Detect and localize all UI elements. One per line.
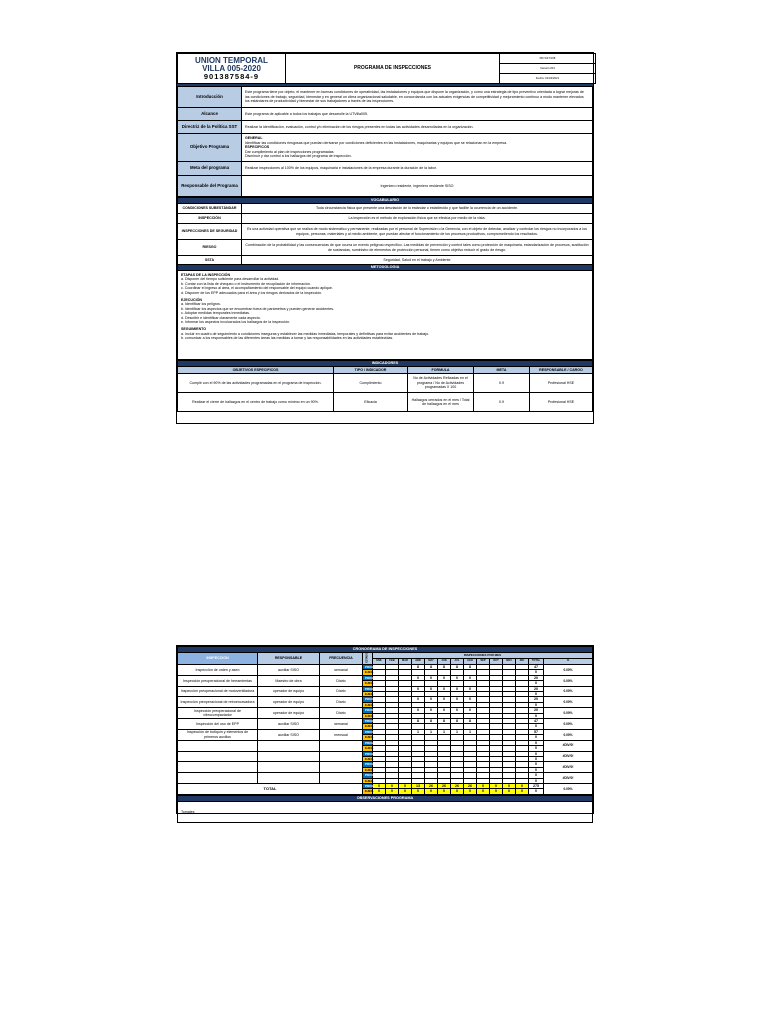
month-prog-cell: 0 — [412, 708, 425, 713]
header-table — [177, 53, 596, 84]
ind-header: OBJETIVOS ESPECIFICOS — [178, 367, 334, 374]
total-ejec: 0 — [529, 746, 544, 751]
ind-header: META — [474, 367, 530, 374]
label-directriz: Directriz de la Política SST — [178, 121, 242, 134]
status-prog: PROG. — [363, 729, 373, 734]
month-prog-cell: 8 — [412, 665, 425, 670]
col-inspeccion: INSPECCION — [178, 653, 258, 665]
month-prog-cell: 0 — [425, 697, 438, 702]
ind-responsable: Profesional HSE — [530, 374, 593, 393]
ind-objetivo: Realizar el cierre de hallazgos en el centro de trabajo como mínimo en un 90%. — [178, 393, 334, 412]
text-responsable: Ingeniero residente, ingeniero residente SISO — [242, 176, 593, 197]
status-prog: PROG. — [363, 708, 373, 713]
grand-total-prog: 275 — [529, 783, 544, 788]
cronograma-body — [178, 665, 593, 795]
percent-cell: #DIV/0! — [544, 762, 593, 773]
label-introduccion: Introducción — [178, 87, 242, 108]
col-responsable: RESPONSABLE — [258, 653, 320, 665]
total-month-ejec: 0 — [386, 789, 399, 794]
status-ejec: EJEC. — [363, 735, 373, 740]
month-header: JUL — [451, 659, 464, 665]
month-header: ABR — [412, 659, 425, 665]
inspection-frecuencia — [320, 751, 363, 762]
inspection-responsable — [258, 773, 320, 784]
section-metodologia: METODOLOGIA — [178, 265, 593, 271]
status-ejec: EJEC. — [363, 713, 373, 718]
total-ejec: 0 — [529, 692, 544, 697]
inspection-responsable: auxiliar SISO — [258, 719, 320, 730]
ind-formula: Hallazgos cerrados en el mes / Total de hallazgos en el mes — [408, 393, 474, 412]
total-month-prog: 0 — [399, 783, 412, 788]
inspection-name — [178, 762, 258, 773]
month-prog-cell: 0 — [438, 708, 451, 713]
method-item: e. Informar los aspectos involucrados los hallazgos de la inspección. — [181, 320, 291, 325]
inspection-name: Inspección de botiquín y elementos de primeros auxilios — [178, 729, 258, 740]
percent-cell: 0.00% — [544, 708, 593, 719]
percent-cell: 0.00% — [544, 697, 593, 708]
percent-cell: 0.00% — [544, 729, 593, 740]
total-month-prog: 26 — [451, 783, 464, 788]
month-prog-cell: 0 — [464, 675, 477, 680]
total-ejec: 0 — [529, 756, 544, 761]
total-month-prog: 26 — [438, 783, 451, 788]
inspection-frecuencia: semanal — [320, 665, 363, 676]
month-prog-cell: 0 — [464, 708, 477, 713]
month-prog-cell: 1 — [438, 729, 451, 734]
total-prog: 57 — [529, 729, 544, 734]
total-prog: 20 — [529, 675, 544, 680]
month-prog-cell: 0 — [451, 675, 464, 680]
month-prog-cell: 8 — [464, 719, 477, 724]
total-prog: 0 — [529, 773, 544, 778]
inspection-responsable: Maestro de obra — [258, 675, 320, 686]
method-title: ETAPAS DE LA INSPECCIÓN — [181, 273, 231, 277]
col-estado — [363, 653, 373, 665]
inspection-frecuencia: Diario — [320, 708, 363, 719]
total-month-prog: 0 — [516, 783, 529, 788]
label-alcance: Alcance — [178, 108, 242, 121]
total-prog: 0 — [529, 751, 544, 756]
total-month-ejec: 0 — [477, 789, 490, 794]
total-month-prog: 26 — [425, 783, 438, 788]
total-month-ejec: 0 — [438, 789, 451, 794]
total-prog: 20 — [529, 708, 544, 713]
text-alcance: Este programa de aplicable a todos los trabajos que desarrolle la UTVilla005. — [242, 108, 593, 121]
status-ejec: EJEC. — [363, 778, 373, 783]
ind-header: FORMULA — [408, 367, 474, 374]
vocab-term: CONDICIONES SUBESTÁNDAR — [178, 204, 242, 214]
inspection-frecuencia: semanal — [320, 719, 363, 730]
ind-formula: No de Actividades Refizadas en el programa / No de Actividades programadas X 100 — [408, 374, 474, 393]
status-prog: PROG. — [363, 751, 373, 756]
inspection-name: Inspección preoperacional de herramientas — [178, 675, 258, 686]
total-ejec: 0 — [529, 681, 544, 686]
total-month-prog: 26 — [464, 783, 477, 788]
percent-cell: #DIV/0! — [544, 740, 593, 751]
objetivo-especifico: Dar cumplimiento al plan de inspecciones programadas — [245, 149, 334, 154]
status-ejec: EJEC. — [363, 681, 373, 686]
total-prog: 20 — [529, 697, 544, 702]
month-prog-cell: 8 — [451, 665, 464, 670]
section-vocabulario: VOCABULARIO — [178, 198, 593, 204]
inspection-name: Inspección del uso de EPP — [178, 719, 258, 730]
vocab-table — [177, 197, 593, 360]
total-month-ejec: 0 — [412, 789, 425, 794]
status-ejec: EJEC. — [363, 702, 373, 707]
month-prog-cell: 0 — [425, 675, 438, 680]
total-ejec: 0 — [529, 670, 544, 675]
month-prog-cell: 8 — [438, 665, 451, 670]
month-prog-cell: 8 — [425, 665, 438, 670]
total-month-prog: 0 — [373, 783, 386, 788]
status-prog: PROG. — [363, 719, 373, 724]
inspection-frecuencia: Diario — [320, 697, 363, 708]
ind-tipo: Eficacia — [334, 393, 408, 412]
status-ejec: EJEC. — [363, 692, 373, 697]
company-name: UNION TEMPORAL — [195, 55, 268, 65]
label-responsable: Responsable del Programa — [178, 176, 242, 197]
vocab-def: Es una actividad operativa que se realiza de modo sistemático y permanente, realizadas por el personal de Supervisión o la Gerencia, con el objeto de detectar, analizar y controlar los riesgos no incorporados a los equipos, personas, materiales y al medio ambiente, que puedan afectar el funcionamiento de los procesos productivos, comprometiendo los resultados. — [242, 224, 593, 240]
ind-tipo: Cumplimiento — [334, 374, 408, 393]
status-prog: PROG. — [363, 675, 373, 680]
month-prog-cell: 0 — [412, 697, 425, 702]
status-ejec: EJEC. — [363, 670, 373, 675]
percent-cell: 0.00% — [544, 686, 593, 697]
month-prog-cell: 0 — [412, 675, 425, 680]
month-header: AGO — [464, 659, 477, 665]
total-prog: 20 — [529, 686, 544, 691]
inspection-name — [178, 773, 258, 784]
total-prog: 47 — [529, 719, 544, 724]
cronograma-table — [177, 646, 593, 795]
inspection-responsable: operador de equipo — [258, 708, 320, 719]
total-ejec: 0 — [529, 702, 544, 707]
percent-cell: #DIV/0! — [544, 773, 593, 784]
vocab-def: La inspección es el método de exploración física que se efectúa por medio de la vista. — [242, 214, 593, 224]
status-prog: PROG. — [363, 697, 373, 702]
programa-sheet — [176, 52, 594, 424]
inspection-name — [178, 751, 258, 762]
month-header: OCT — [490, 659, 503, 665]
status-ejec: EJEC. — [363, 789, 373, 794]
month-prog-cell: 8 — [412, 719, 425, 724]
status-prog: PROG. — [363, 665, 373, 670]
inspection-responsable — [258, 762, 320, 773]
total-month-ejec: 0 — [464, 789, 477, 794]
cronograma-sheet — [176, 645, 594, 814]
month-header: MAR — [399, 659, 412, 665]
status-ejec: EJEC. — [363, 724, 373, 729]
ind-meta: 0.9 — [474, 393, 530, 412]
inspection-frecuencia: Diario — [320, 675, 363, 686]
total-month-ejec: 0 — [516, 789, 529, 794]
month-header: FEB — [386, 659, 399, 665]
month-prog-cell: 0 — [451, 708, 464, 713]
status-ejec: EJEC. — [363, 746, 373, 751]
text-introduccion: Este programa tiene por objeto, el mantener en buenas condiciones de operatividad, las instalaciones y equipos que dispone la organización, y como una estrategia de tipo preventivo orientada a lograr mejoras de las condiciones de trabajo, seguridad, bienestar y en general un clima organizacional saludable, en concordancia con los actuales exigencias de competitividad y mejoramiento continuo a modo mantener elevados los estándares de productividad y bienestar de sus trabajadores a través de las inspecciones. — [242, 87, 593, 108]
inspection-frecuencia — [320, 773, 363, 784]
company-logo — [178, 54, 286, 84]
ind-meta: 0.9 — [474, 374, 530, 393]
section-indicadores: INDICADORES — [178, 361, 593, 367]
col-estado-label: ESTADO — [365, 653, 369, 663]
vocab-def: Toda circunstancia física que presente una desviación de lo estándar o establecido y que facilite la ocurrencia de un accidente. — [242, 204, 593, 214]
month-prog-cell: 0 — [438, 686, 451, 691]
ind-header: TIPO / INDICADOR — [334, 367, 408, 374]
method-item: b. Contar con la lista de chequeo o el instrumento de recopilación de información. — [181, 281, 311, 286]
month-prog-cell: 1 — [451, 729, 464, 734]
company-project: VILLA 005-2020 — [202, 63, 261, 73]
month-prog-cell: 1 — [425, 729, 438, 734]
total-prog: 47 — [529, 665, 544, 670]
method-title: EJECUCIÓN — [181, 298, 202, 303]
total-month-prog: 0 — [490, 783, 503, 788]
inspection-responsable — [258, 751, 320, 762]
ind-header: RESPONSABLE / CARGO — [530, 367, 593, 374]
total-month-prog: 0 — [477, 783, 490, 788]
month-prog-cell: 0 — [425, 686, 438, 691]
method-item: d. Describir e identificar claramente cada aspecto. — [181, 315, 261, 320]
total-month-ejec: 0 — [399, 789, 412, 794]
month-prog-cell: 0 — [438, 675, 451, 680]
inspection-frecuencia: Diario — [320, 686, 363, 697]
company-nit: 901387584-9 — [203, 71, 260, 81]
month-prog-cell: 8 — [464, 665, 477, 670]
ind-responsable: Profesional HSE — [530, 393, 593, 412]
objetivo-especificos-title: ESPECIFICOS — [245, 145, 270, 150]
objetivo-general-title: GENERAL — [245, 136, 263, 141]
inspection-responsable: operador de equipo — [258, 697, 320, 708]
status-ejec: EJEC. — [363, 767, 373, 772]
method-item: c. Coordinar el ingreso al área, el acompañamiento del responsable del equipo cuando aplique. — [181, 286, 333, 291]
method-item: b. comunicar a los responsables de las diferentes áreas las medidas a tomar y las responsabilidades en las actividades establecidas. — [181, 336, 394, 341]
grand-total-percent: 0.00% — [544, 783, 593, 794]
objetivo-especifico: Disminuir y dar control a los hallazgos del programa de inspección. — [245, 154, 352, 159]
total-label: TOTAL — [178, 783, 363, 794]
observaciones-table — [177, 795, 593, 823]
col-inspecciones-mes: INSPECCIONES POR MES — [373, 653, 593, 659]
total-month-ejec: 0 — [425, 789, 438, 794]
status-prog: PROG. — [363, 686, 373, 691]
month-header: JUN — [438, 659, 451, 665]
vocab-def: Combinación de la probabilidad y las consecuencias de que ocurra un evento peligroso específico. Las medidas de prevención y control tales como protección de maquinaria, estandarización de procesos, sustitución de sustancias, suministro de elementos de protección personal, tienen como objetivo reducir el grado de riesgo. — [242, 240, 593, 256]
month-prog-cell: 0 — [451, 697, 464, 702]
total-prog: 0 — [529, 762, 544, 767]
inspection-frecuencia — [320, 762, 363, 773]
total-ejec: 0 — [529, 735, 544, 740]
methodology-text — [178, 271, 593, 360]
doc-date: Fecha: 01/04/2021 — [500, 74, 596, 84]
objetivo-general: Identificar las condiciones riesgosas que puedan derivarse por condiciones deficientes en las instalaciones, maquinarias y equipos que se relacionan en la empresa. — [245, 140, 508, 145]
ind-objetivo: Cumplir con el 90% de las actividades programadas en el programa de inspección. — [178, 374, 334, 393]
vocab-term: INSPECCIÓN — [178, 214, 242, 224]
month-header: DIC — [516, 659, 529, 665]
vocab-term: SSTA — [178, 256, 242, 265]
method-item: a. Disponer del tiempo suficiente para desarrollar la actividad. — [181, 277, 280, 282]
total-month-ejec: 0 — [503, 789, 516, 794]
status-prog: PROG. — [363, 783, 373, 788]
inspection-responsable: operador de equipo — [258, 686, 320, 697]
info-table — [177, 86, 593, 197]
total-prog: 0 — [529, 740, 544, 745]
total-month-prog: 0 — [386, 783, 399, 788]
month-header: NOV — [503, 659, 516, 665]
indicators-table — [177, 360, 593, 412]
month-prog-cell: 0 — [425, 708, 438, 713]
text-objetivo — [242, 134, 593, 162]
month-prog-cell: 0 — [438, 697, 451, 702]
grand-total-ejec: 0 — [529, 789, 544, 794]
inspection-name — [178, 740, 258, 751]
inspection-name: Inspección de orden y aseo — [178, 665, 258, 676]
status-ejec: EJEC. — [363, 756, 373, 761]
inspection-name: Inspección preoperacional de retroexcavadora — [178, 697, 258, 708]
total-month-ejec: 0 — [451, 789, 464, 794]
month-prog-cell: 8 — [425, 719, 438, 724]
status-prog: PROG. — [363, 773, 373, 778]
inspection-name: Inspección preoperacional de motoventiladora — [178, 686, 258, 697]
observaciones-title: OBSERVACIONES PROGRAMA — [178, 795, 593, 801]
label-meta: Meta del programa — [178, 162, 242, 176]
method-item: c. Adoptar medidas temporales inmediatas. — [181, 311, 250, 316]
vocab-term: INSPECCIONES DE SEGURIDAD — [178, 224, 242, 240]
method-title: SEGUIMIENTO — [181, 327, 207, 332]
method-item: b. Identificar los aspectos que se encuentran fuera de parámetros y pueden generar accidentes. — [181, 306, 335, 311]
vocab-def: Seguridad, Salud en el trabajo y Ambiente — [242, 256, 593, 265]
col-total: TOTAL — [529, 659, 544, 665]
status-prog: PROG. — [363, 762, 373, 767]
total-ejec: 0 — [529, 767, 544, 772]
month-header: MAY — [425, 659, 438, 665]
total-month-ejec: 0 — [490, 789, 503, 794]
total-ejec: 0 — [529, 778, 544, 783]
doc-code: PR-SST-008 — [500, 54, 596, 64]
percent-cell: 0.00% — [544, 719, 593, 730]
page-title: PROGRAMA DE INSPECCIONES — [286, 54, 500, 84]
method-item: a. Identificar los peligros. — [181, 302, 221, 307]
observaciones-text: Tomates — [178, 801, 593, 822]
total-month-ejec: 0 — [373, 789, 386, 794]
percent-cell: 0.00% — [544, 665, 593, 676]
month-prog-cell: 0 — [464, 697, 477, 702]
month-prog-cell: 0 — [464, 686, 477, 691]
inspection-responsable: auxiliar SISO — [258, 729, 320, 740]
month-prog-cell: 0 — [451, 686, 464, 691]
total-ejec: 0 — [529, 713, 544, 718]
inspection-frecuencia: mensual — [320, 729, 363, 740]
month-prog-cell: 8 — [451, 719, 464, 724]
status-prog: PROG. — [363, 740, 373, 745]
month-prog-cell: 1 — [412, 729, 425, 734]
total-month-prog: 13 — [412, 783, 425, 788]
total-month-prog: 0 — [503, 783, 516, 788]
doc-version: Versión 001 — [500, 64, 596, 74]
percent-cell: 0.00% — [544, 675, 593, 686]
col-percent: % — [544, 659, 593, 665]
label-objetivo: Objetivo Programa — [178, 134, 242, 162]
inspection-frecuencia — [320, 740, 363, 751]
text-meta: Realizar inspecciones al 100% de los equipos, maquinaria e instalaciones de la empresa durante la duración de la labor. — [242, 162, 593, 176]
text-directriz: Realizar la identificación, evaluación, control y/o eliminación de los riesgos presentes en todas las actividades desarrolladas en la organización. — [242, 121, 593, 134]
month-prog-cell: 1 — [464, 729, 477, 734]
month-header: ENE — [373, 659, 386, 665]
total-ejec: 0 — [529, 724, 544, 729]
percent-cell: #DIV/0! — [544, 751, 593, 762]
inspection-responsable — [258, 740, 320, 751]
cronograma-title: CRONOGRAMA DE INSPECCIONES — [178, 647, 593, 653]
col-frecuencia: FRECUENCIA — [320, 653, 363, 665]
inspection-name: Inspección preoperacional de vibrocompactador — [178, 708, 258, 719]
method-item: a. Incluir en cuadro de seguimiento a condiciones inseguras y establecer las medidas inmediatas, temporales y definitivas para evitar accidentes de trabajo. — [181, 331, 430, 336]
month-prog-cell: 0 — [412, 686, 425, 691]
month-prog-cell: 8 — [438, 719, 451, 724]
vocab-term: RIESGO — [178, 240, 242, 256]
inspection-responsable: auxiliar SISO — [258, 665, 320, 676]
method-item: d. Disponer de los EPP adecuados para el área y los riesgos derivados de la inspección. — [181, 290, 323, 295]
month-header: SEP — [477, 659, 490, 665]
